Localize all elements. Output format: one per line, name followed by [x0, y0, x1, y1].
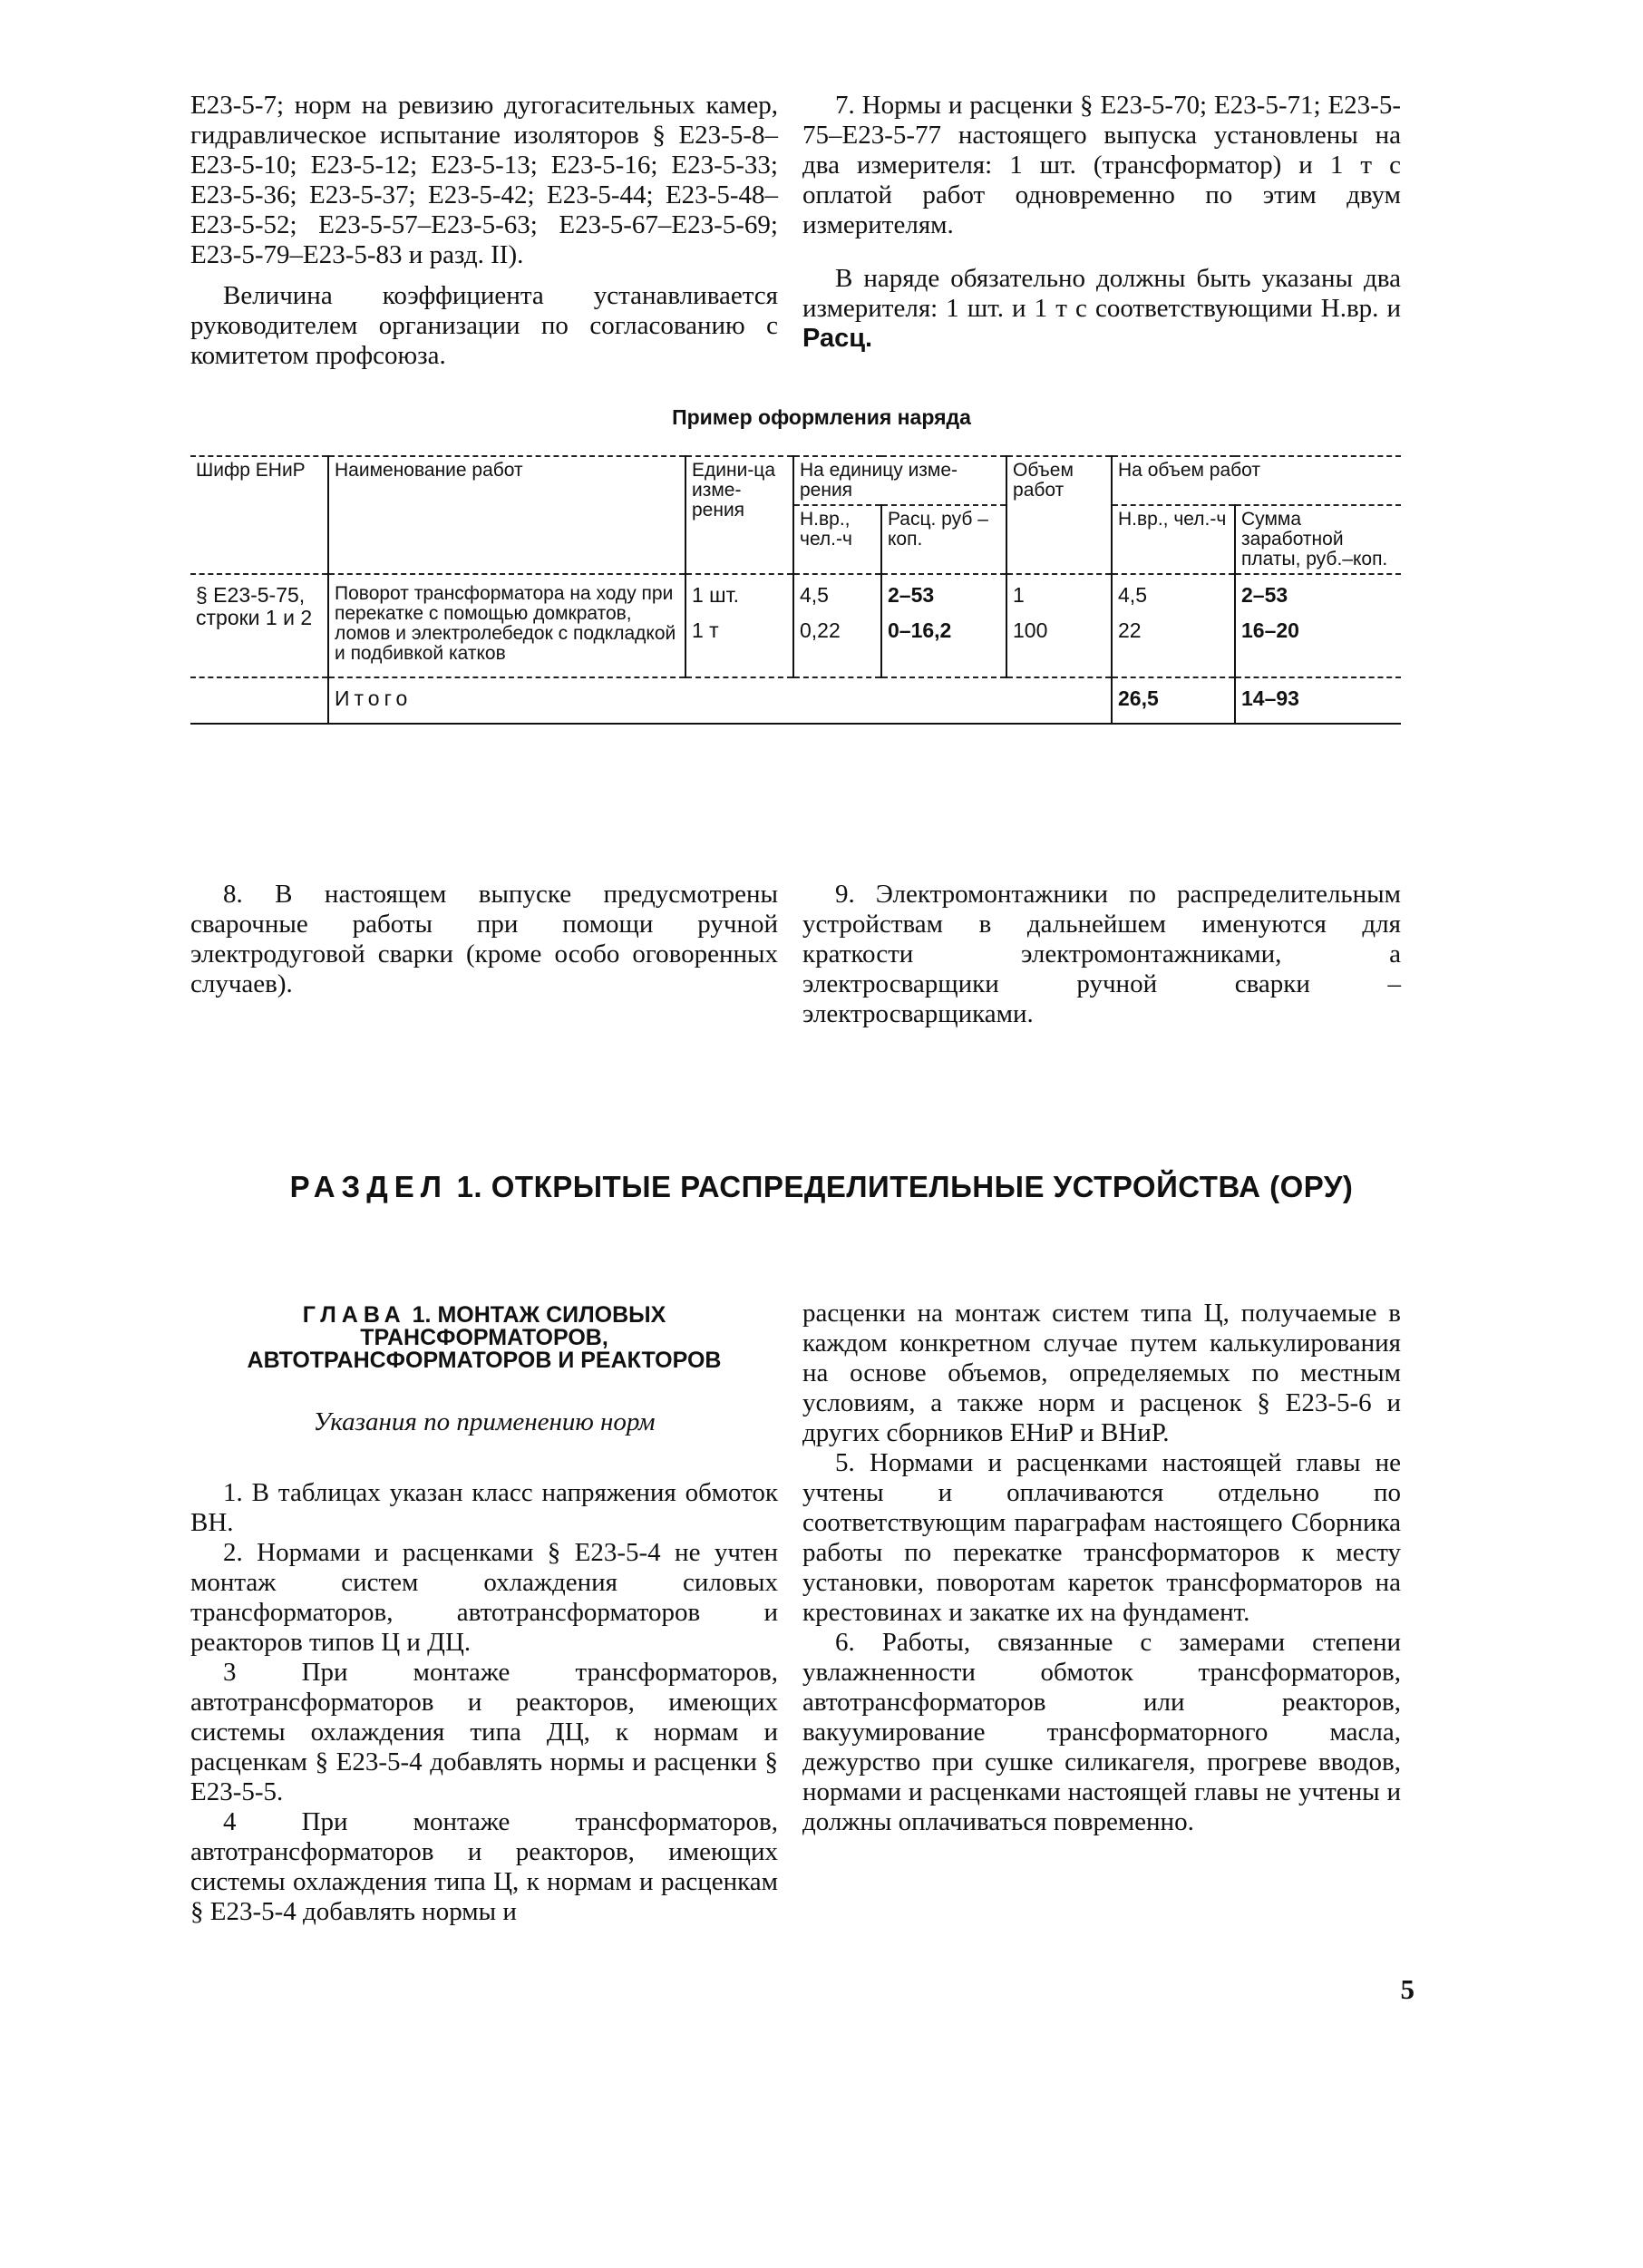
header-per-volume: На объем работ — [1112, 456, 1401, 505]
table-title: Пример оформления наряда — [672, 405, 971, 429]
paragraph: 8. В настоящем выпуске предусмотрены сварочные работы при помощи ручной электродуговой сварки (кроме особо оговоренных случаев). — [190, 880, 778, 998]
total-nvr-value: 22 — [1118, 618, 1142, 642]
text-column-bottom-right — [802, 1299, 1401, 1837]
cell-code: § Е23-5-75, строки 1 и 2 — [196, 583, 313, 629]
text-column-top-left — [190, 91, 778, 371]
subheading: Указания по применению норм — [313, 1407, 656, 1436]
sum-value: 2–53 — [1241, 583, 1288, 607]
chapter-prefix: ГЛАВА — [302, 1302, 406, 1328]
header-unit: Едини-ца изме-рения — [685, 456, 793, 574]
paragraph — [802, 264, 1401, 354]
cell-nvr — [793, 574, 881, 677]
header-volume: Объем работ — [1006, 456, 1112, 574]
table-row — [190, 574, 1401, 677]
paragraph: 7. Нормы и расценки § Е23-5-70; Е23-5-71; Е23-5-75–Е23-5-77 настоящего выпуска установлены на два измерителя: 1 шт. (трансформатор) и 1 т с оплатой работ одновременно по этим двум измерителям. — [802, 91, 1401, 239]
text-column-top-right — [802, 91, 1401, 354]
header-nvr-volume: Н.вр., чел.-ч — [1112, 505, 1235, 574]
table-total-row — [190, 677, 1401, 724]
paragraph-text: В наряде обязательно должны быть указаны два измерителя: 1 шт. и 1 т с соответствующими Н.вр. и — [802, 264, 1401, 323]
cell-rasc — [881, 574, 1006, 677]
cell-unit — [685, 574, 793, 677]
rasc-value: 0–16,2 — [888, 618, 952, 642]
header-name: Наименование работ — [328, 456, 685, 574]
unit-value: 1 шт. — [692, 583, 740, 607]
text-column-mid-right — [802, 880, 1401, 1029]
list-item: 6. Работы, связанные с замерами степени увлажненности обмоток трансформаторов, автотрансформаторов или реакторов, вакуумирование трансформаторного масла, дежурство при сушке силикагеля, прогреве вводов, нормами и расценками настоящей главы не учтены и должны оплачиваться повременно. — [802, 1628, 1401, 1836]
chapter-title-line: АВТОТРАНСФОРМАТОРОВ И РЕАКТОРОВ — [247, 1348, 722, 1373]
volume-value: 1 — [1013, 583, 1025, 607]
volume-value: 100 — [1013, 618, 1048, 642]
total-label — [328, 677, 1112, 724]
nvr-value: 0,22 — [800, 618, 841, 642]
cell-volume — [1006, 574, 1112, 677]
chapter-title — [190, 1304, 778, 1372]
rasc-value: 2–53 — [888, 583, 935, 607]
unit-value: 1 т — [692, 618, 719, 642]
total-sum: 14–93 — [1235, 677, 1401, 724]
paragraph: Е23-5-7; норм на ревизию дугогасительных камер, гидравлическое испытание изоляторов § Е23-5-8–Е23-5-10; Е23-5-12; Е23-5-13; Е23-5-16; Е23-5-33; Е23-5-36; Е23-5-37; Е23-5-42; Е23-5-44; Е23-5-48–Е23-5-52; Е23-5-57–Е23-5-63; Е23-5-67–Е23-5-69; Е23-5-79–Е23-5-83 и разд. II). — [190, 91, 778, 269]
text-column-bottom-left — [190, 1478, 778, 1927]
list-item: 4 При монтаже трансформаторов, автотрансформаторов и реакторов, имеющих системы охлаждения типа Ц, к нормам и расценкам § Е23-5-4 добавлять нормы и — [190, 1807, 778, 1926]
list-item: 2. Нормами и расценками § Е23-5-4 не учтен монтаж систем охлаждения силовых трансформаторов, автотрансформаторов и реакторов типов Ц и ДЦ. — [190, 1538, 778, 1657]
header-sum: Сумма заработной платы, руб.–коп. — [1235, 505, 1401, 574]
section-title — [0, 1170, 1643, 1204]
cell-total-nvr — [1112, 574, 1235, 677]
header-per-unit: На единицу изме-рения — [793, 456, 1006, 505]
nvr-value: 4,5 — [800, 583, 829, 607]
list-item: 5. Нормами и расценками настоящей главы не учтены и оплачиваются отдельно по соответствующим параграфам настоящего Сборника работы по перекатке трансформаторов к месту установки, поворотам кареток трансформаторов на крестовинах и закатке их на фундамент. — [802, 1448, 1401, 1627]
total-nvr: 26,5 — [1112, 677, 1235, 724]
chapter-title-line: 1. МОНТАЖ СИЛОВЫХ — [412, 1302, 666, 1328]
header-code: Шифр ЕНиР — [190, 456, 328, 574]
header-rasc: Расц. руб –коп. — [881, 505, 1006, 574]
page-number: 5 — [1400, 1973, 1415, 2005]
list-item: расценки на монтаж систем типа Ц, получаемые в каждом конкретном случае путем калькулирования на основе объемов, определяемых по местным условиям, а также норм и расценок § Е23-5-6 и других сборников ЕНиР и ВНиР. — [802, 1299, 1401, 1447]
blank-cell — [190, 677, 328, 724]
total-label-text: Итого — [335, 686, 413, 710]
total-nvr-value: 4,5 — [1118, 583, 1147, 607]
text-column-mid-left — [190, 880, 778, 999]
header-nvr: Н.вр., чел.-ч — [793, 505, 881, 574]
sum-value: 16–20 — [1241, 618, 1299, 642]
chapter-title-line: ТРАНСФОРМАТОРОВ, — [360, 1325, 608, 1350]
list-item: 3 При монтаже трансформаторов, автотрансформаторов и реакторов, имеющих системы охлаждения типа ДЦ, к нормам и расценкам § Е23-5-4 добавлять нормы и расценки § Е23-5-5. — [190, 1658, 778, 1806]
paragraph: Величина коэффициента устанавливается руководителем организации по согласованию с комитетом профсоюза. — [190, 281, 778, 370]
cell-sum — [1235, 574, 1401, 677]
section-prefix: РАЗДЕЛ — [289, 1170, 448, 1203]
paragraph-bold-text: Расц. — [802, 324, 873, 353]
list-item: 1. В таблицах указан класс напряжения обмоток ВН. — [190, 1478, 778, 1537]
order-example-table — [190, 455, 1401, 725]
section-title-text: 1. ОТКРЫТЫЕ РАСПРЕДЕЛИТЕЛЬНЫЕ УСТРОЙСТВА (ОРУ) — [456, 1170, 1354, 1203]
cell-name: Поворот трансформатора на ходу при перекатке с помощью домкратов, ломов и электролебедок с подкладкой и подбивкой катков — [328, 574, 685, 677]
paragraph: 9. Электромонтажники по распределительным устройствам в дальнейшем именуются для краткости электромонтажниками, а электросварщики ручной сварки – электросварщиками. — [802, 880, 1401, 1028]
